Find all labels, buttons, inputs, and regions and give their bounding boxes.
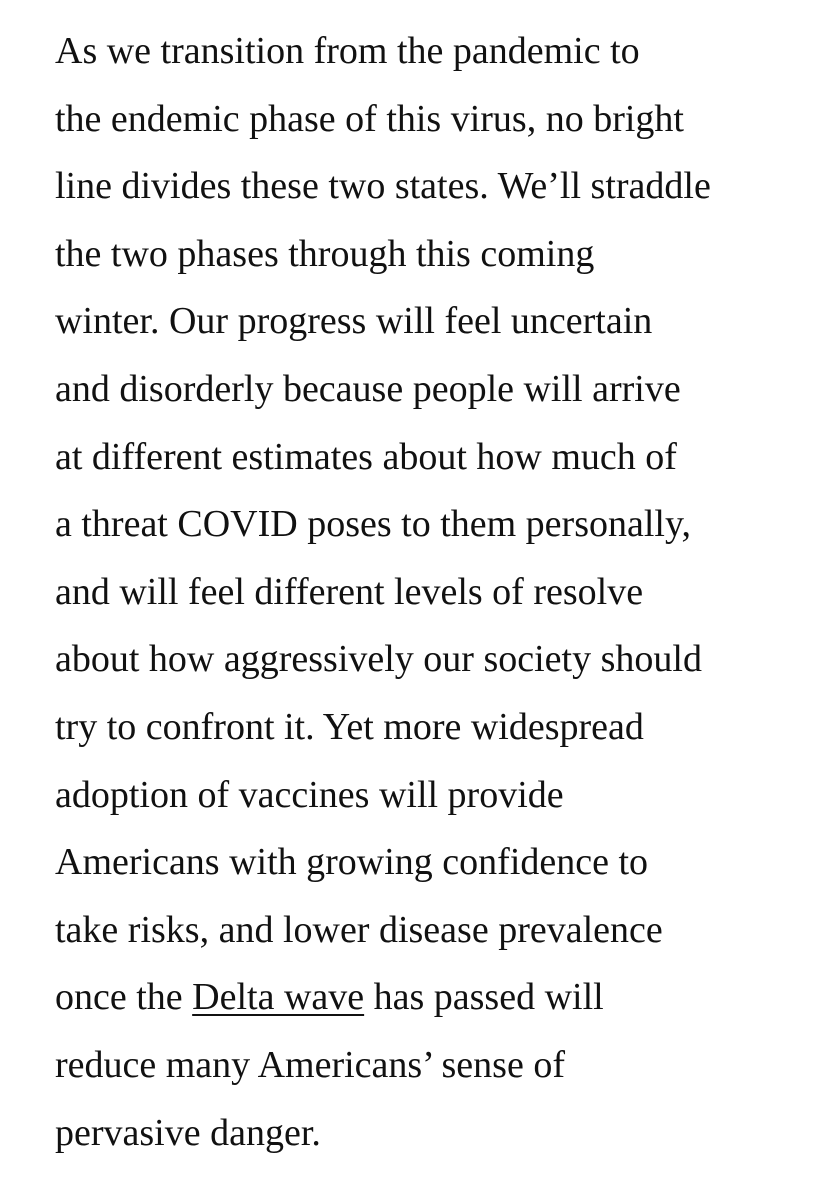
paragraph-line-with-link (55, 964, 830, 1032)
paragraph-line: try to confront it. Yet more widespread (55, 705, 644, 748)
paragraph-line: the endemic phase of this virus, no bright (55, 97, 684, 140)
paragraph-line: reduce many Americans’ sense of (55, 1043, 565, 1086)
article-paragraph (55, 18, 830, 1167)
paragraph-line: the two phases through this coming (55, 232, 595, 275)
line-text-before-link: once the (55, 976, 193, 1019)
paragraph-line: line divides these two states. We’ll straddle (55, 165, 711, 208)
paragraph-line: and will feel different levels of resolve (55, 570, 644, 613)
paragraph-line: winter. Our progress will feel uncertain (55, 300, 653, 343)
line-text-after-link: has passed will (364, 976, 604, 1019)
paragraph-line: pervasive danger. (55, 1111, 321, 1154)
delta-wave-link[interactable]: Delta wave (192, 976, 365, 1019)
paragraph-line: Americans with growing confidence to (55, 841, 649, 884)
paragraph-line: take risks, and lower disease prevalence (55, 908, 663, 951)
paragraph-line: about how aggressively our society should (55, 638, 702, 681)
paragraph-line: at different estimates about how much of (55, 435, 677, 478)
paragraph-line: As we transition from the pandemic to (55, 30, 640, 72)
paragraph-line: adoption of vaccines will provide (55, 773, 564, 816)
paragraph-line: a threat COVID poses to them personally, (55, 503, 691, 546)
paragraph-line: and disorderly because people will arrive (55, 367, 681, 410)
